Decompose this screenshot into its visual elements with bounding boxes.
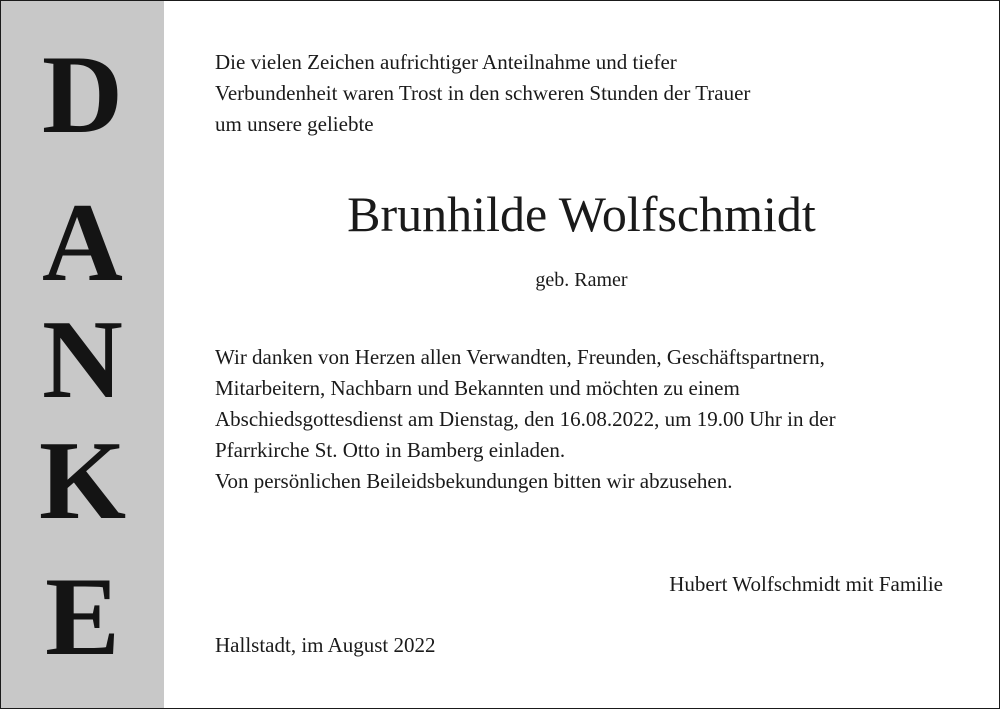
- sidebar-letter: E: [45, 555, 120, 679]
- danke-sidebar: [1, 1, 164, 708]
- sidebar-letter: D: [42, 33, 123, 157]
- thanks-line: Mitarbeitern, Nachbarn und Bekannten und möchten zu einem: [215, 376, 740, 400]
- maiden-name: geb. Ramer: [535, 269, 628, 291]
- intro-line: Verbundenheit waren Trost in den schweren Stunden der Trauer: [215, 81, 751, 105]
- thanks-line: Pfarrkirche St. Otto in Bamberg einladen.: [215, 438, 566, 462]
- intro-line: Die vielen Zeichen aufrichtiger Anteilnahme und tiefer: [215, 50, 677, 74]
- sidebar-letter: N: [42, 298, 123, 422]
- thanks-line: Abschiedsgottesdienst am Dienstag, den 16.08.2022, um 19.00 Uhr in der: [215, 407, 836, 431]
- sidebar-letter: K: [38, 419, 127, 543]
- sidebar-letter: A: [42, 181, 123, 305]
- intro-paragraph: [215, 47, 955, 140]
- deceased-name: Brunhilde Wolfschmidt: [347, 186, 816, 242]
- thanks-line: Wir danken von Herzen allen Verwandten, Freunden, Geschäftspartnern,: [215, 345, 825, 369]
- intro-line: um unsere geliebte: [215, 112, 374, 136]
- thanks-paragraph: [215, 342, 975, 497]
- signature: Hubert Wolfschmidt mit Familie: [669, 572, 943, 596]
- place-date: Hallstadt, im August 2022: [215, 633, 436, 657]
- thanks-line: Von persönlichen Beileidsbekundungen bitten wir abzusehen.: [215, 469, 733, 493]
